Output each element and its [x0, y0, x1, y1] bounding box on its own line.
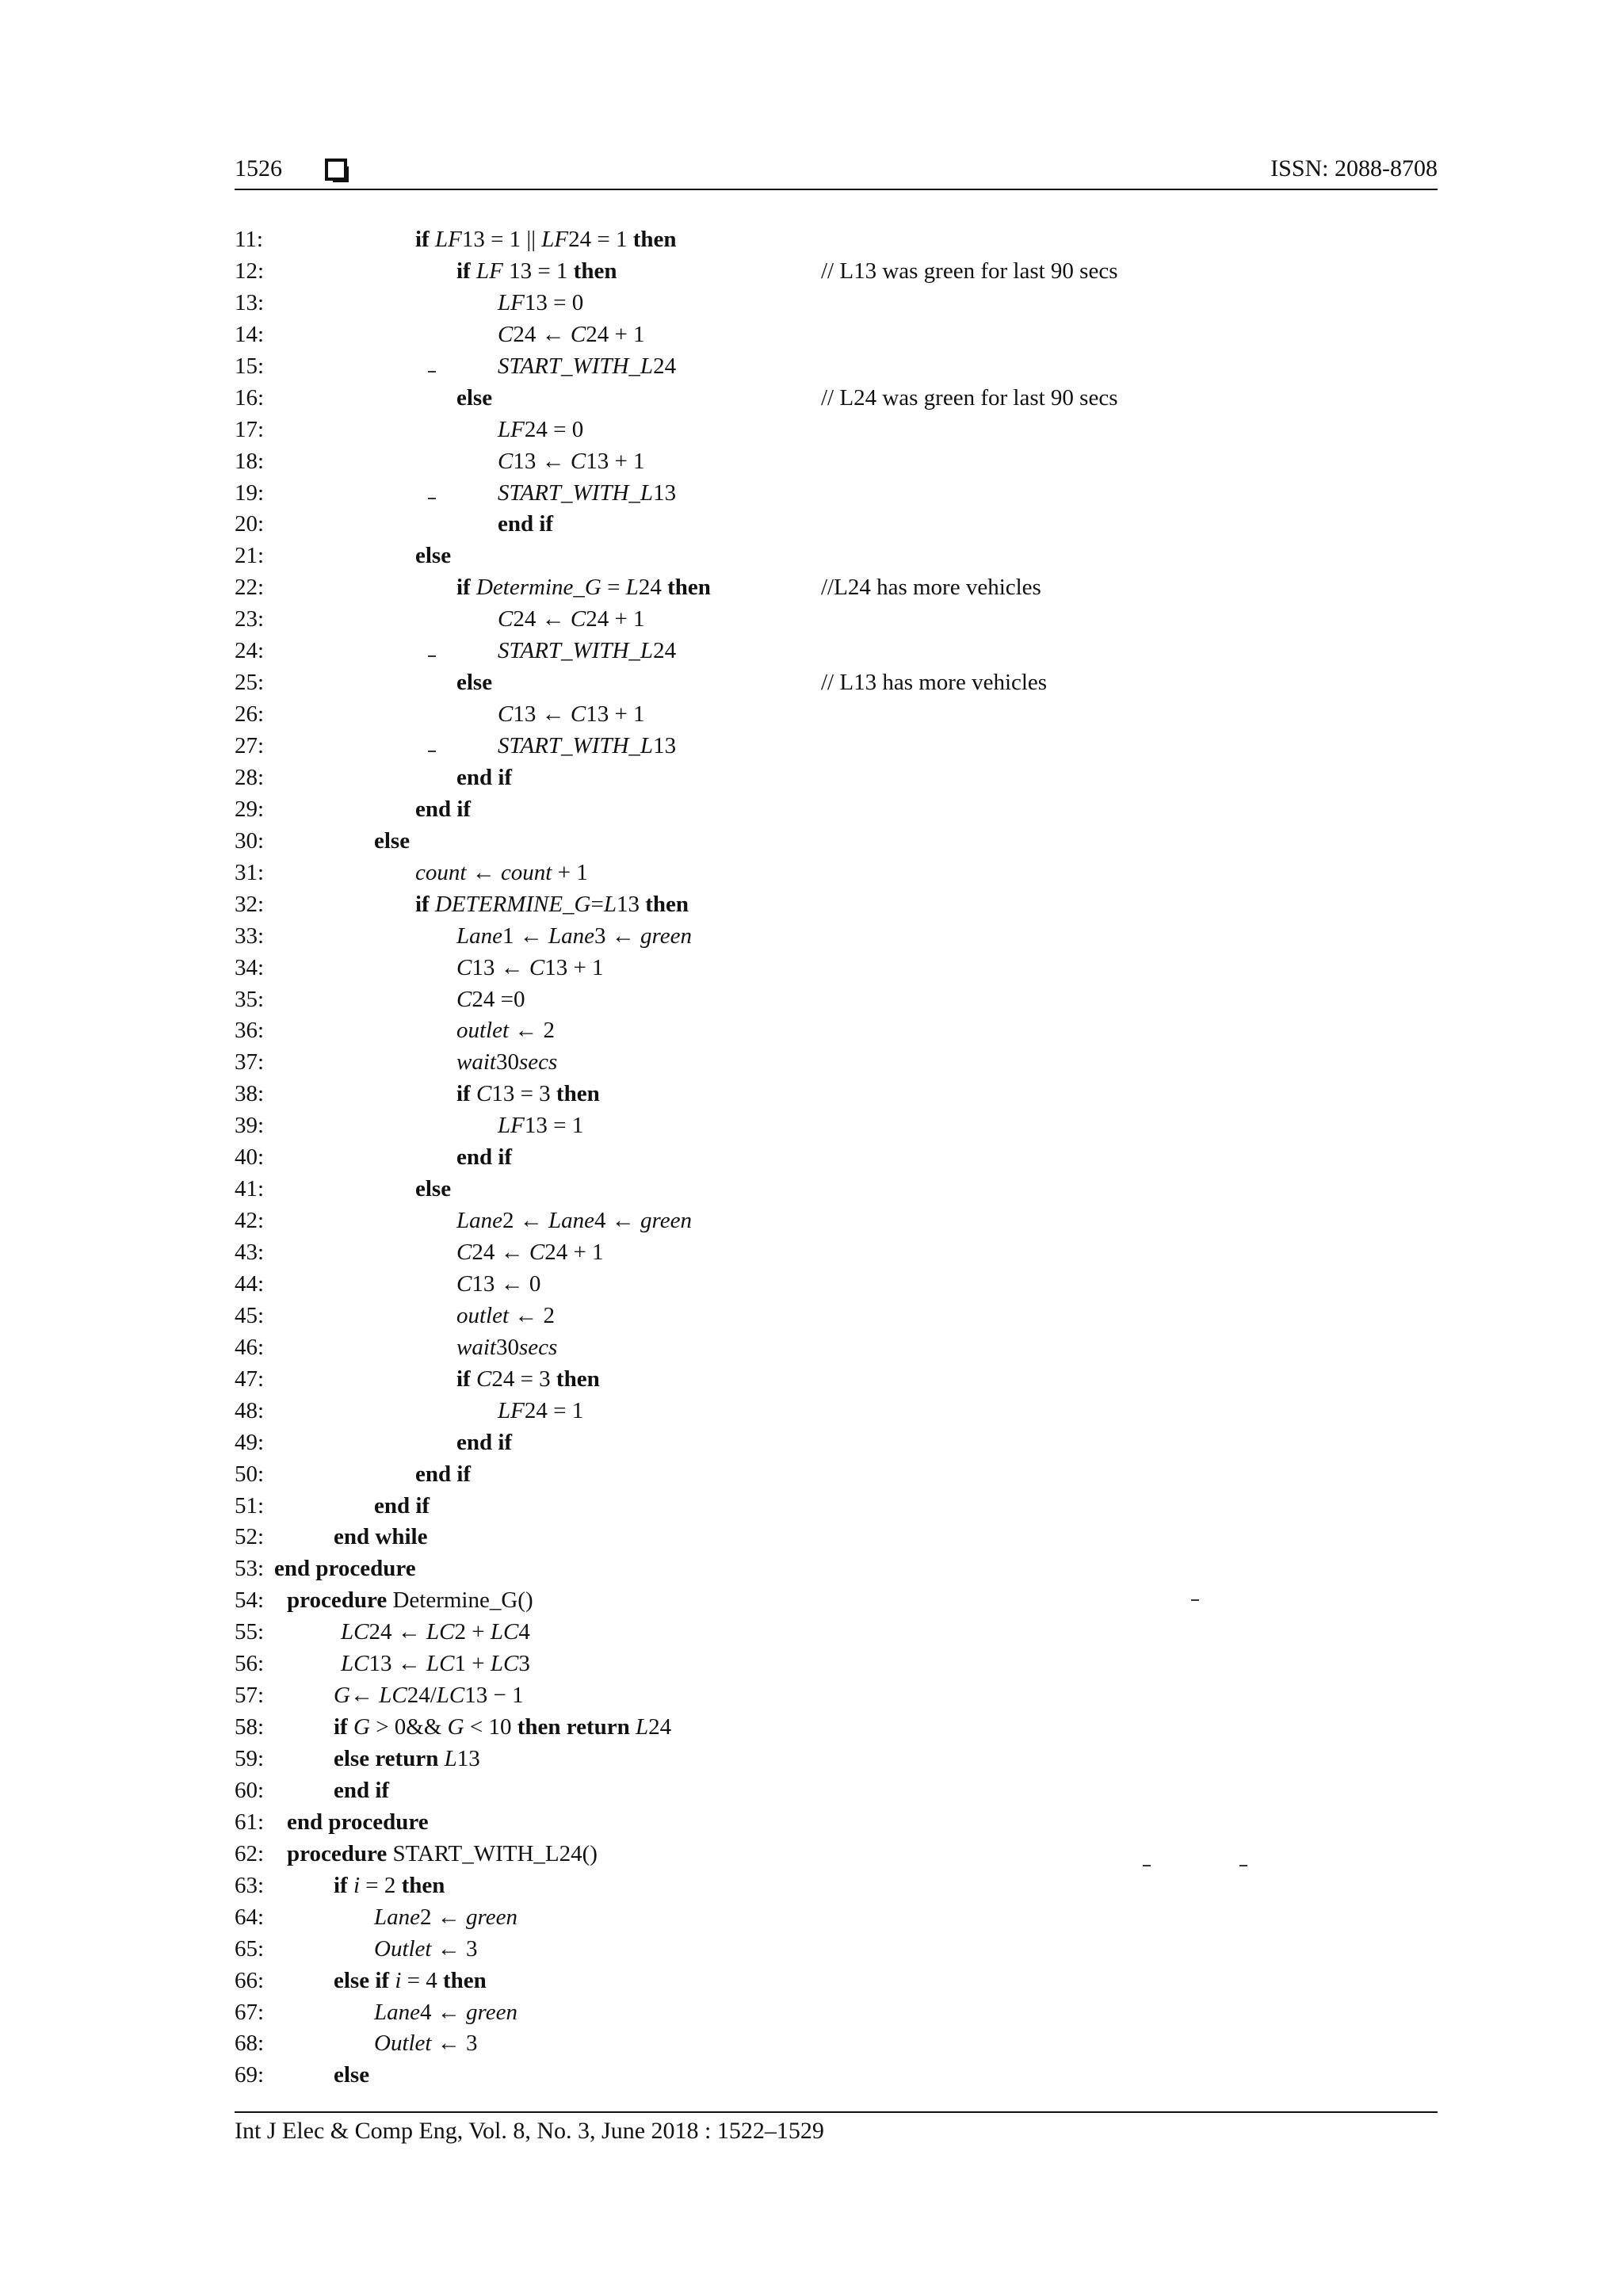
- line-code: C24 ← C24 + 1: [498, 321, 645, 347]
- algorithm-line: [235, 1046, 1344, 1078]
- line-number: 42:: [235, 1208, 265, 1234]
- line-number: 43:: [235, 1240, 265, 1265]
- line-number: 61:: [235, 1809, 265, 1835]
- algorithm-line: [235, 1584, 1344, 1616]
- algorithm-line: [235, 508, 1344, 540]
- algorithm-line: [235, 255, 1344, 287]
- stray-mark: [1143, 1865, 1151, 1866]
- line-number: 59:: [235, 1746, 265, 1771]
- line-code: Lane1 ← Lane3 ← green: [456, 923, 692, 949]
- algorithm-line: [235, 540, 1344, 571]
- line-code: else if i = 4 then: [334, 1967, 487, 1993]
- line-number: 12:: [235, 258, 265, 284]
- algorithm-line: [235, 1236, 1344, 1268]
- line-number: 55:: [235, 1619, 265, 1645]
- stray-mark: [1191, 1599, 1199, 1601]
- algorithm-line: [235, 1648, 1344, 1679]
- line-number: 35:: [235, 986, 265, 1012]
- line-number: 65:: [235, 1935, 265, 1962]
- line-code: end procedure: [274, 1556, 416, 1582]
- line-code: if Determine_G = L24 then: [456, 575, 711, 601]
- line-code: LF13 = 0: [498, 289, 584, 315]
- line-code: if DETERMINE_G=L13 then: [415, 891, 689, 917]
- line-code: procedure Determine_G(): [287, 1587, 533, 1614]
- line-code: count ← count + 1: [415, 859, 588, 885]
- algorithm-line: [235, 1300, 1344, 1331]
- line-code: end if: [456, 1144, 513, 1171]
- line-number: 20:: [235, 511, 265, 537]
- line-code: if C13 = 3 then: [456, 1081, 600, 1107]
- algorithm-line: [235, 698, 1344, 730]
- algorithm-line: [235, 1616, 1344, 1648]
- line-code: LF24 = 0: [498, 416, 584, 442]
- line-number: 50:: [235, 1461, 265, 1487]
- line-number: 51:: [235, 1492, 265, 1519]
- box-icon: [325, 159, 347, 181]
- line-number: 47:: [235, 1366, 265, 1392]
- line-number: 17:: [235, 416, 265, 442]
- line-number: 25:: [235, 670, 265, 696]
- line-mark: [428, 655, 436, 657]
- algorithm-line: [235, 414, 1344, 445]
- line-code: wait30secs: [456, 1334, 558, 1360]
- page-header: [235, 155, 1438, 189]
- algorithm-line: [235, 762, 1344, 793]
- algorithm-line: [235, 2059, 1344, 2091]
- line-code: C24 ← C24 + 1: [456, 1240, 604, 1265]
- algorithm-line: [235, 1743, 1344, 1775]
- line-code: end procedure: [287, 1809, 429, 1835]
- line-number: 13:: [235, 289, 265, 315]
- footer-rule: [235, 2111, 1438, 2113]
- line-number: 54:: [235, 1587, 265, 1614]
- line-code: end if: [456, 1429, 513, 1455]
- algorithm-line: [235, 382, 1344, 414]
- line-code: if G > 0&& G < 10 then return L24: [334, 1714, 672, 1740]
- line-code: else: [374, 827, 411, 854]
- line-number: 16:: [235, 384, 265, 411]
- line-number: 32:: [235, 891, 265, 917]
- algorithm-line: [235, 223, 1344, 255]
- line-code: C13 ← C13 + 1: [498, 701, 645, 728]
- algorithm-line: [235, 571, 1344, 603]
- line-number: 37:: [235, 1049, 265, 1075]
- line-code: C24 ← C24 + 1: [498, 606, 645, 632]
- line-code: C13 ← C13 + 1: [456, 954, 604, 980]
- line-number: 52:: [235, 1524, 265, 1550]
- algorithm-line: [235, 1838, 1344, 1870]
- line-mark: [428, 498, 436, 499]
- line-number: 62:: [235, 1840, 265, 1866]
- line-code: end while: [334, 1524, 428, 1550]
- line-code: if LF 13 = 1 then: [456, 258, 617, 284]
- line-number: 45:: [235, 1302, 265, 1328]
- algorithm-listing: [235, 223, 1344, 2091]
- line-number: 27:: [235, 733, 265, 758]
- line-code: end if: [415, 1461, 472, 1487]
- line-code: Outlet ← 3: [374, 2030, 478, 2057]
- line-number: 28:: [235, 764, 265, 790]
- algorithm-line: [235, 1679, 1344, 1711]
- line-code: else: [456, 670, 493, 696]
- line-number: 15:: [235, 353, 265, 379]
- algorithm-line: [235, 1965, 1344, 1996]
- line-code: outlet ← 2: [456, 1018, 556, 1044]
- line-code: end if: [374, 1492, 430, 1519]
- stray-mark: [1239, 1865, 1247, 1866]
- algorithm-line: [235, 1395, 1344, 1427]
- page-footer: Int J Elec & Comp Eng, Vol. 8, No. 3, June 2018 : 1522–1529: [235, 2118, 824, 2144]
- line-number: 67:: [235, 1999, 265, 2025]
- algorithm-line: [235, 1078, 1344, 1110]
- line-number: 48:: [235, 1397, 265, 1423]
- algorithm-line: [235, 793, 1344, 825]
- algorithm-line: [235, 635, 1344, 667]
- line-code: Lane2 ← Lane4 ← green: [456, 1208, 692, 1234]
- algorithm-line: [235, 477, 1344, 509]
- algorithm-line: [235, 857, 1344, 888]
- line-code: if LF13 = 1 || LF24 = 1 then: [415, 227, 677, 252]
- algorithm-line: [235, 1711, 1344, 1743]
- line-number: 68:: [235, 2030, 265, 2057]
- algorithm-line: [235, 1490, 1344, 1522]
- line-number: 57:: [235, 1683, 265, 1709]
- line-code: else: [456, 384, 493, 411]
- line-code: end if: [456, 764, 513, 790]
- line-code: outlet ← 2: [456, 1302, 556, 1328]
- line-code: procedure START_WITH_L24(): [287, 1840, 598, 1866]
- line-comment: //L24 has more vehicles: [821, 575, 1041, 601]
- line-code: Lane2 ← green: [374, 1904, 517, 1930]
- line-number: 41:: [235, 1176, 265, 1202]
- line-number: 69:: [235, 2062, 265, 2088]
- line-code: C13 ← C13 + 1: [498, 448, 645, 474]
- line-code: else: [334, 2062, 370, 2088]
- algorithm-line: [235, 1775, 1344, 1806]
- line-number: 11:: [235, 227, 263, 252]
- line-code: end if: [498, 511, 554, 537]
- line-code: C13 ← 0: [456, 1270, 541, 1297]
- algorithm-line: [235, 1521, 1344, 1553]
- algorithm-line: [235, 920, 1344, 952]
- line-code: Outlet ← 3: [374, 1935, 478, 1962]
- line-number: 33:: [235, 923, 265, 949]
- algorithm-line: [235, 984, 1344, 1015]
- algorithm-line: [235, 952, 1344, 984]
- line-number: 34:: [235, 954, 265, 980]
- line-code: START_WITH_L13: [498, 733, 677, 758]
- line-number: 14:: [235, 321, 265, 347]
- line-code: else: [415, 1176, 452, 1202]
- line-code: if i = 2 then: [334, 1872, 445, 1898]
- line-number: 66:: [235, 1967, 265, 1993]
- algorithm-line: [235, 1458, 1344, 1490]
- line-comment: // L13 was green for last 90 secs: [821, 258, 1118, 284]
- line-comment: // L13 has more vehicles: [821, 670, 1048, 696]
- line-comment: // L24 was green for last 90 secs: [821, 384, 1118, 411]
- line-code: G← LC24/LC13 − 1: [334, 1683, 524, 1709]
- line-number: 49:: [235, 1429, 265, 1455]
- page-number: 1526: [235, 155, 282, 181]
- line-number: 30:: [235, 827, 265, 854]
- line-code: wait30secs: [456, 1049, 558, 1075]
- algorithm-line: [235, 445, 1344, 477]
- line-code: C24 =0: [456, 986, 525, 1012]
- algorithm-line: [235, 1014, 1344, 1046]
- algorithm-line: [235, 1173, 1344, 1205]
- issn: ISSN: 2088-8708: [1270, 155, 1438, 181]
- line-code: else return L13: [334, 1746, 480, 1771]
- algorithm-line: [235, 1363, 1344, 1395]
- line-number: 38:: [235, 1081, 265, 1107]
- algorithm-line: [235, 319, 1344, 350]
- line-number: 22:: [235, 575, 265, 601]
- line-number: 53:: [235, 1556, 265, 1582]
- line-number: 60:: [235, 1777, 265, 1803]
- algorithm-line: [235, 1110, 1344, 1141]
- algorithm-line: [235, 287, 1344, 319]
- line-number: 36:: [235, 1018, 265, 1044]
- algorithm-line: [235, 1141, 1344, 1173]
- line-number: 46:: [235, 1334, 265, 1360]
- algorithm-line: [235, 1331, 1344, 1363]
- line-code: START_WITH_L13: [498, 479, 677, 506]
- line-code: Lane4 ← green: [374, 1999, 517, 2025]
- algorithm-line: [235, 825, 1344, 857]
- line-code: START_WITH_L24: [498, 638, 677, 664]
- line-number: 21:: [235, 543, 265, 569]
- line-code: LF24 = 1: [498, 1397, 584, 1423]
- line-code: LF13 = 1: [498, 1113, 584, 1139]
- algorithm-line: [235, 1427, 1344, 1458]
- algorithm-line: [235, 1205, 1344, 1236]
- line-code: end if: [334, 1777, 390, 1803]
- line-code: else: [415, 543, 452, 569]
- line-number: 40:: [235, 1144, 265, 1171]
- line-number: 19:: [235, 479, 265, 506]
- line-number: 56:: [235, 1651, 265, 1677]
- line-number: 31:: [235, 859, 265, 885]
- line-number: 63:: [235, 1872, 265, 1898]
- algorithm-line: [235, 1806, 1344, 1838]
- line-number: 23:: [235, 606, 265, 632]
- header-rule: [235, 189, 1438, 190]
- algorithm-line: [235, 350, 1344, 382]
- algorithm-line: [235, 888, 1344, 920]
- line-code: end if: [415, 796, 472, 822]
- line-mark: [428, 371, 436, 372]
- line-number: 18:: [235, 448, 265, 474]
- line-number: 39:: [235, 1113, 265, 1139]
- line-number: 24:: [235, 638, 265, 664]
- algorithm-line: [235, 1933, 1344, 1965]
- algorithm-line: [235, 1553, 1344, 1584]
- algorithm-line: [235, 1870, 1344, 1901]
- line-number: 26:: [235, 701, 265, 728]
- line-code: LC13 ← LC1 + LC3: [341, 1651, 530, 1677]
- line-code: if C24 = 3 then: [456, 1366, 600, 1392]
- line-number: 64:: [235, 1904, 265, 1930]
- algorithm-line: [235, 1268, 1344, 1300]
- line-code: START_WITH_L24: [498, 353, 677, 379]
- algorithm-line: [235, 730, 1344, 762]
- algorithm-line: [235, 1996, 1344, 2028]
- algorithm-line: [235, 667, 1344, 698]
- algorithm-line: [235, 1901, 1344, 1933]
- line-number: 44:: [235, 1270, 265, 1297]
- algorithm-line: [235, 603, 1344, 635]
- line-number: 29:: [235, 796, 265, 822]
- line-code: LC24 ← LC2 + LC4: [341, 1619, 530, 1645]
- line-number: 58:: [235, 1714, 265, 1740]
- line-mark: [428, 751, 436, 752]
- algorithm-line: [235, 2027, 1344, 2059]
